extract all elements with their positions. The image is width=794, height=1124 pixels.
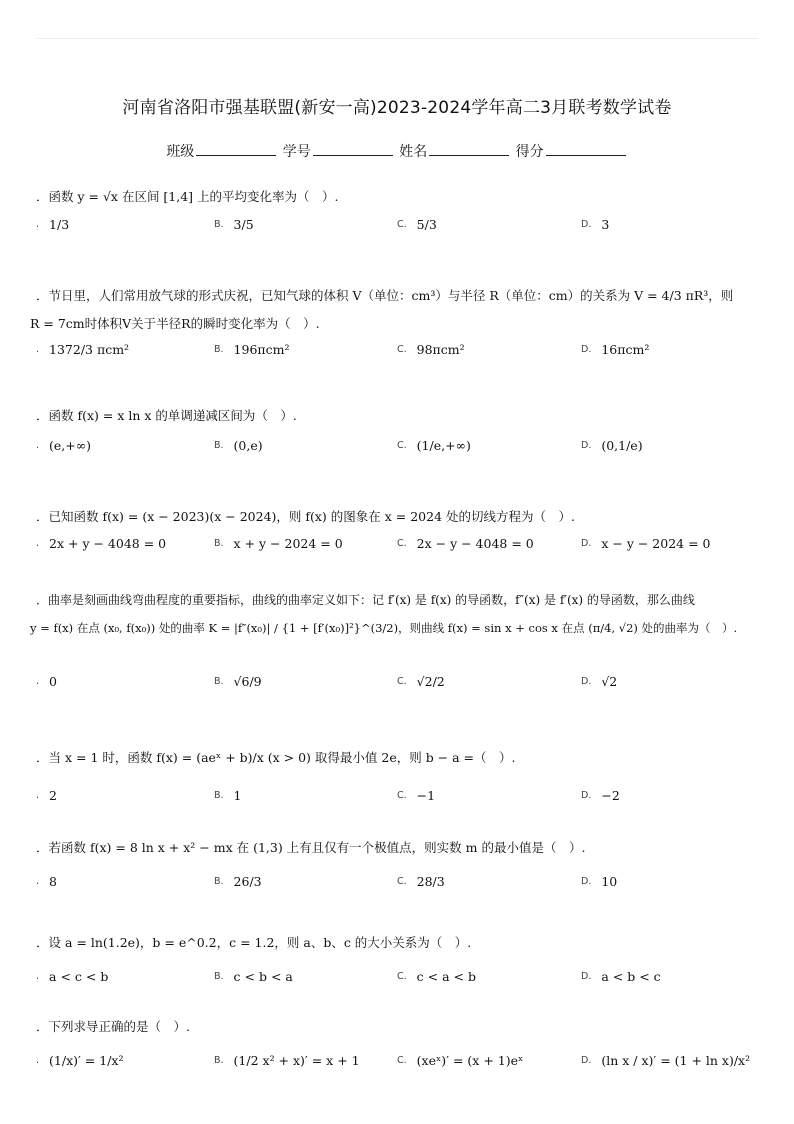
- question-4: [36, 509, 756, 551]
- score-field[interactable]: 得分: [516, 141, 628, 161]
- option-b[interactable]: B. √6/9: [214, 674, 262, 689]
- option-a[interactable]: . 8: [36, 874, 57, 889]
- question-stem: ．节日里，人们常用放气球的形式庆祝，已知气球的体积 V（单位：cm³）与半径 R（单位：cm）的关系为 V = 4/3 πR³，则: [36, 288, 734, 303]
- option-b[interactable]: B. 26/3: [214, 874, 262, 889]
- question-9: [36, 1019, 756, 1068]
- option-c[interactable]: C. −1: [397, 788, 436, 803]
- option-a[interactable]: . 2: [36, 788, 57, 803]
- option-d[interactable]: D. √2: [581, 674, 618, 689]
- option-d[interactable]: D. −2: [581, 788, 620, 803]
- question-1: [36, 189, 756, 232]
- question-stem: ．下列求导正确的是（ ）.: [36, 1019, 190, 1034]
- question-stem: ．曲率是刻画曲线弯曲程度的重要指标，曲线的曲率定义如下：记 f′(x) 是 f(x) 的导函数，f″(x) 是 f′(x) 的导函数，那么曲线: [36, 593, 695, 607]
- question-2: [30, 288, 756, 357]
- student-id-field[interactable]: 学号: [283, 141, 395, 161]
- question-6: [36, 750, 756, 803]
- question-7: [36, 840, 756, 889]
- option-b[interactable]: B. (0,e): [214, 438, 263, 453]
- option-c[interactable]: C. 98πcm²: [397, 342, 465, 357]
- question-8: [36, 935, 756, 984]
- option-b[interactable]: B. c < b < a: [214, 969, 293, 984]
- option-d[interactable]: D. (ln x / x)′ = (1 + ln x)/x²: [581, 1053, 751, 1068]
- option-a[interactable]: . 2x + y − 4048 = 0: [36, 536, 167, 551]
- class-field[interactable]: 班级: [166, 141, 278, 161]
- question-3: [36, 408, 756, 453]
- question-stem: ．已知函数 f(x) = (x − 2023)(x − 2024)，则 f(x) 的图象在 x = 2024 处的切线方程为（ ）.: [36, 509, 575, 524]
- option-c[interactable]: C. (1/e,+∞): [397, 438, 471, 453]
- name-field[interactable]: 姓名: [399, 141, 511, 161]
- option-b[interactable]: B. (1/2 x² + x)′ = x + 1: [214, 1053, 360, 1068]
- page-title: 河南省洛阳市强基联盟(新安一高)2023-2024学年高二3月联考数学试卷: [122, 98, 672, 118]
- question-stem: ．函数 y = √x 在区间 [1,4] 上的平均变化率为（ ）.: [36, 189, 339, 204]
- option-c[interactable]: C. √2/2: [397, 674, 445, 689]
- question-stem: ．函数 f(x) = x ln x 的单调递减区间为（ ）.: [36, 408, 297, 423]
- question-5: [30, 592, 756, 689]
- option-c[interactable]: C. (xeˣ)′ = (x + 1)eˣ: [397, 1053, 524, 1068]
- option-d[interactable]: D. 16πcm²: [581, 342, 650, 357]
- option-b[interactable]: B. 196πcm²: [214, 342, 290, 357]
- option-d[interactable]: D. 10: [581, 874, 618, 889]
- option-b[interactable]: B. x + y − 2024 = 0: [214, 536, 343, 551]
- option-a[interactable]: . 1372/3 πcm²: [36, 342, 130, 357]
- option-c[interactable]: C. 28/3: [397, 874, 445, 889]
- student-info-row: [0, 141, 794, 161]
- option-a[interactable]: . 1/3: [36, 217, 70, 232]
- option-d[interactable]: D. x − y − 2024 = 0: [581, 536, 711, 551]
- question-stem-line-2: y = f(x) 在点 (x₀, f(x₀)) 处的曲率 K = |f″(x₀)| / {1 + [f′(x₀)]²}^(3/2)，则曲线 f(x) = sin x + cos x 在点 (π/4, √2) 处的曲率为（ ）.: [30, 621, 738, 635]
- option-d[interactable]: D. a < b < c: [581, 969, 661, 984]
- option-b[interactable]: B. 1: [214, 788, 242, 803]
- option-d[interactable]: D. 3: [581, 217, 610, 232]
- option-d[interactable]: D. (0,1/e): [581, 438, 643, 453]
- option-c[interactable]: C. c < a < b: [397, 969, 476, 984]
- question-stem: ．当 x = 1 时，函数 f(x) = (aeˣ + b)/x (x > 0) 取得最小值 2e，则 b − a =（ ）.: [36, 750, 516, 765]
- option-a[interactable]: . (1/x)′ = 1/x²: [36, 1053, 124, 1068]
- option-a[interactable]: . 0: [36, 674, 57, 689]
- question-stem: ．若函数 f(x) = 8 ln x + x² − mx 在 (1,3) 上有且仅有一个极值点，则实数 m 的最小值是（ ）.: [36, 840, 586, 855]
- option-c[interactable]: C. 5/3: [397, 217, 437, 232]
- question-stem-line-2: R = 7cm时体积V关于半径R的瞬时变化率为（ ）.: [30, 316, 320, 331]
- top-divider: [36, 38, 758, 39]
- question-stem: ．设 a = ln(1.2e)，b = e^0.2，c = 1.2，则 a、b、c 的大小关系为（ ）.: [36, 935, 472, 950]
- option-b[interactable]: B. 3/5: [214, 217, 254, 232]
- option-a[interactable]: . (e,+∞): [36, 438, 92, 453]
- option-c[interactable]: C. 2x − y − 4048 = 0: [397, 536, 534, 551]
- option-a[interactable]: . a < c < b: [36, 969, 109, 984]
